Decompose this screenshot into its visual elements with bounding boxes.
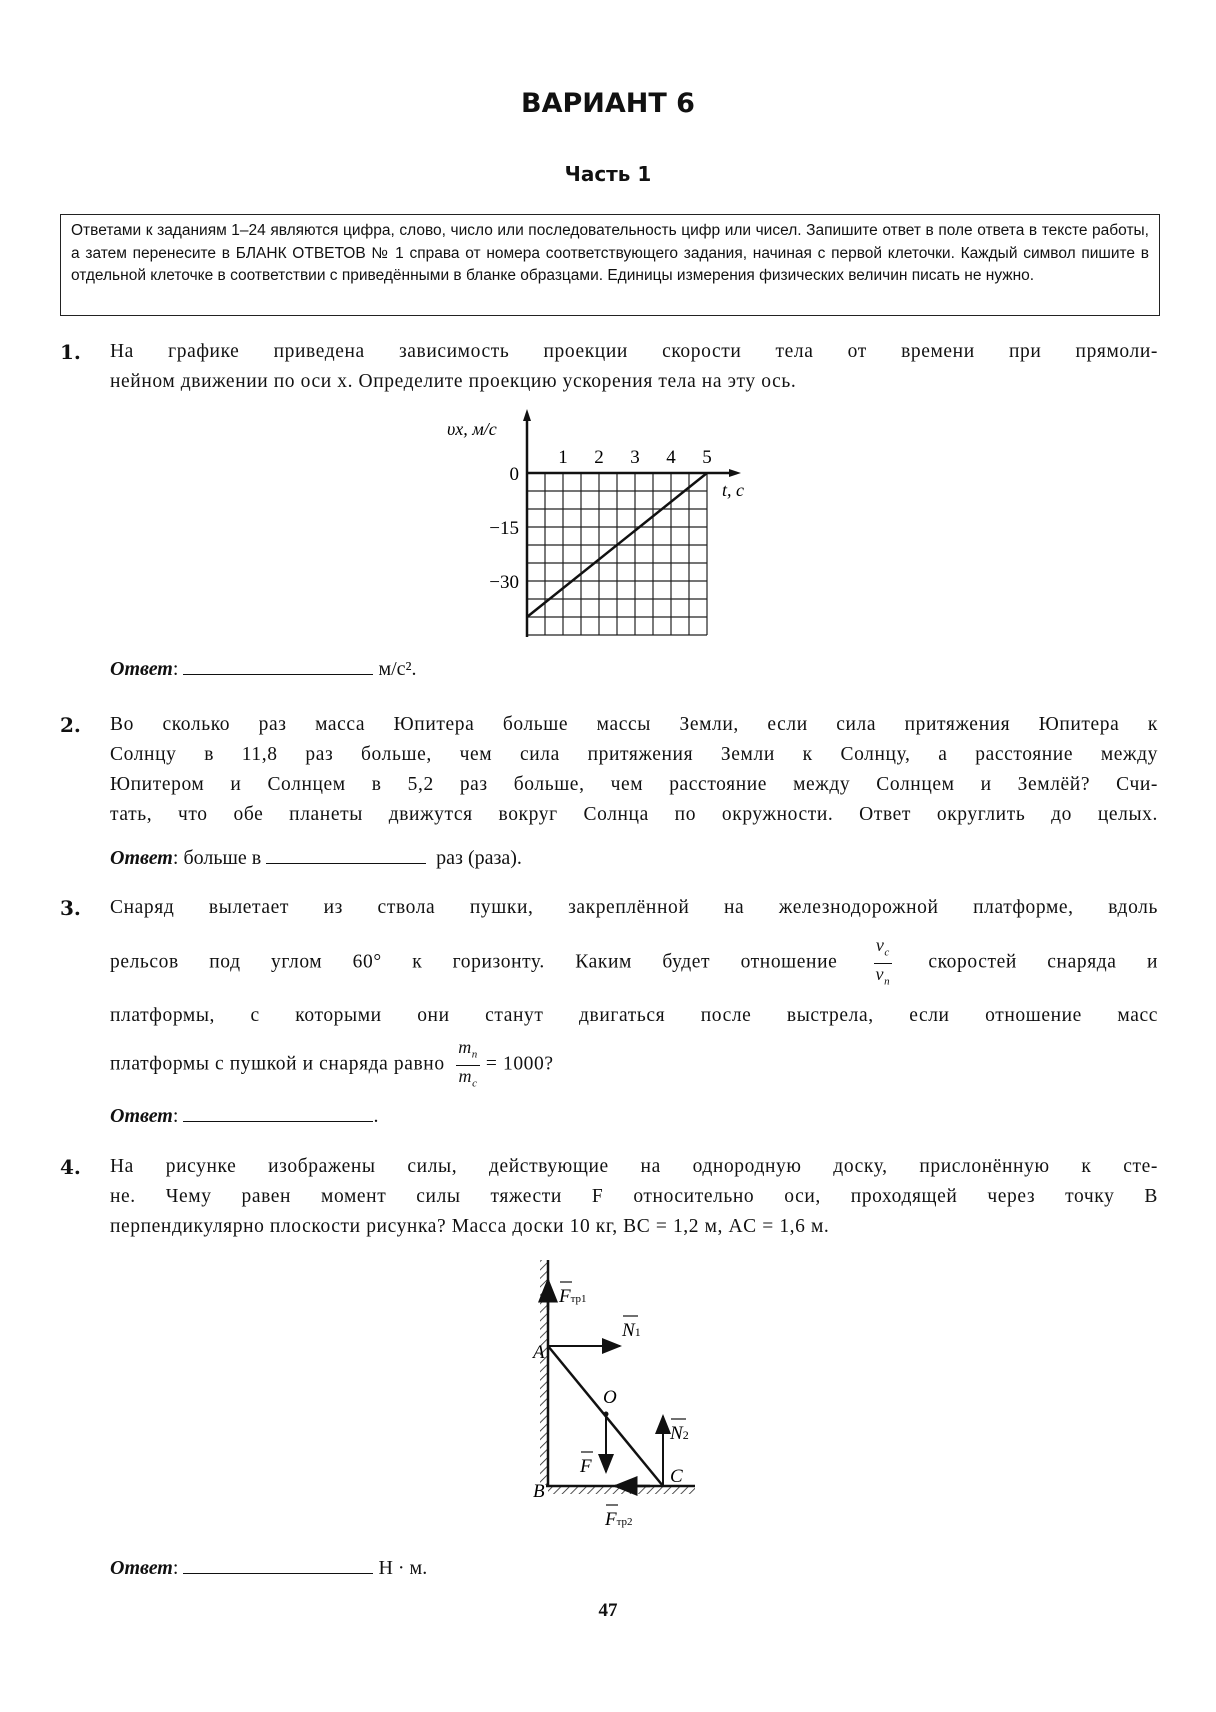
text-line: Во сколько раз масса Юпитера больше массы Земли, если сила притяжения Юпитера к xyxy=(110,714,1158,735)
answer-unit: м/с². xyxy=(378,658,417,680)
y-axis-arrow xyxy=(523,409,531,421)
text-line: не. Чему равен момент силы тяжести F относительно оси, проходящей через точку B xyxy=(110,1186,1158,1207)
label-n2: N2 xyxy=(670,1423,689,1444)
numerator: m xyxy=(458,1037,472,1058)
question-3-text xyxy=(110,893,1158,1093)
denominator: v xyxy=(875,963,885,984)
question-4-text xyxy=(110,1152,1158,1242)
sub: с xyxy=(472,1077,478,1090)
answer-unit: Н · м. xyxy=(378,1557,428,1579)
x-tick-label: 5 xyxy=(702,447,712,468)
answer-suffix: . xyxy=(373,1105,379,1127)
x-tick-label: 3 xyxy=(630,447,640,468)
answer-1: Ответ: м/с². xyxy=(110,658,417,680)
question-2-text xyxy=(110,710,1158,830)
label-ftr1: Fтр1 xyxy=(559,1286,587,1307)
x-axis-arrow xyxy=(729,469,741,477)
text-line: Снаряд вылетает из ствола пушки, закреплённой на железнодорожной платформе, вдоль xyxy=(110,897,1158,918)
answer-label: Ответ xyxy=(110,847,173,869)
text: скоростей снаряда и xyxy=(928,951,1158,973)
answer-label: Ответ xyxy=(110,1105,173,1127)
velocity-time-graph xyxy=(420,405,750,645)
mass-ratio-fraction xyxy=(456,1037,480,1093)
label-ftr2: Fтр2 xyxy=(605,1509,633,1530)
answer-label: Ответ xyxy=(110,658,173,680)
text-line: Юпитером и Солнцем в 5,2 раз больше, чем расстояние между Солнцем и Землёй? Счи- xyxy=(110,774,1158,795)
answer-field-4[interactable] xyxy=(183,1555,373,1574)
answer-label: Ответ xyxy=(110,1557,173,1579)
x-axis-label: t, с xyxy=(722,480,744,500)
label-f: F xyxy=(580,1456,592,1477)
answer-suffix: раз (раза). xyxy=(436,847,522,869)
text-line: платформы, с которыми они станут двигаться после выстрела, если отношение масс xyxy=(110,1005,1158,1027)
text-line: нейном движении по оси x. Определите проекцию ускорения тела на эту ось. xyxy=(110,371,797,392)
text-line: Солнцу в 11,8 раз больше, чем сила притяжения Земли к Солнцу, а расстояние между xyxy=(110,744,1158,765)
text-line xyxy=(110,1037,1158,1093)
velocity-ratio-fraction xyxy=(874,935,892,991)
sub: с xyxy=(884,946,890,959)
answer-field-2[interactable] xyxy=(266,845,426,864)
answer-3: Ответ: . xyxy=(110,1105,379,1127)
part-title: Часть 1 xyxy=(564,162,652,186)
answer-4: Ответ: Н · м. xyxy=(110,1557,428,1579)
label-o: O xyxy=(603,1387,617,1408)
y-tick-label: 0 xyxy=(509,464,519,485)
text: = 1000? xyxy=(485,1053,554,1075)
y-tick-label: −15 xyxy=(489,518,519,539)
x-tick-label: 1 xyxy=(558,447,568,468)
board-forces-figure xyxy=(500,1250,740,1540)
text-line: перпендикулярно плоскости рисунка? Масса доски 10 кг, BC = 1,2 м, AC = 1,6 м. xyxy=(110,1216,830,1237)
variant-title: ВАРИАНТ 6 xyxy=(521,88,695,119)
label-c: C xyxy=(670,1466,683,1487)
text-line: тать, что обе планеты движутся вокруг Солнца по окружности. Ответ округлить до целых. xyxy=(110,804,1158,825)
sub: п xyxy=(471,1048,478,1061)
y-tick-label: −30 xyxy=(489,572,519,593)
label-a: A xyxy=(533,1342,545,1363)
vector-bars xyxy=(560,1282,686,1505)
label-n1: N1 xyxy=(622,1320,641,1341)
answer-field-3[interactable] xyxy=(183,1103,373,1122)
y-axis-label: υx, м/с xyxy=(447,419,497,439)
question-number-3: 3. xyxy=(60,896,81,920)
page-number: 47 xyxy=(598,1600,618,1621)
question-1-text xyxy=(110,337,1158,397)
answer-2: Ответ: больше в раз (раза). xyxy=(110,847,522,869)
x-tick-label: 4 xyxy=(666,447,676,468)
x-tick-label: 2 xyxy=(594,447,604,468)
text-line xyxy=(110,935,1158,991)
question-number-1: 1. xyxy=(60,340,81,364)
text: платформы с пушкой и снаряда равно xyxy=(110,1053,445,1075)
question-number-2: 2. xyxy=(60,713,81,737)
instructions-box: Ответами к заданиям 1–24 являются цифра, слово, число или последовательность цифр или чисел. Запишите ответ в поле ответа в тексте работы, а затем перенесите в БЛАНК ОТВЕТОВ № 1 справа от номера соответствующего задания, начиная с первой клеточки. Каждый символ пишите в отдельной клеточке в соответствии с приведёнными в бланке образцами. Единицы измерения физических величин писать не нужно. xyxy=(60,214,1160,316)
text: рельсов под углом 60° к горизонту. Каким будет отношение xyxy=(110,951,838,973)
text-line: На рисунке изображены силы, действующие на однородную доску, прислонённую к сте- xyxy=(110,1156,1158,1177)
label-b: B xyxy=(533,1481,545,1502)
answer-field-1[interactable] xyxy=(183,656,373,675)
center-point xyxy=(604,1412,609,1417)
sub: п xyxy=(884,975,891,988)
text-line: На графике приведена зависимость проекции скорости тела от времени при прямоли- xyxy=(110,341,1158,362)
denominator: m xyxy=(458,1065,473,1086)
answer-prefix: больше в xyxy=(183,847,262,869)
question-number-4: 4. xyxy=(60,1155,81,1179)
numerator: v xyxy=(875,935,885,955)
